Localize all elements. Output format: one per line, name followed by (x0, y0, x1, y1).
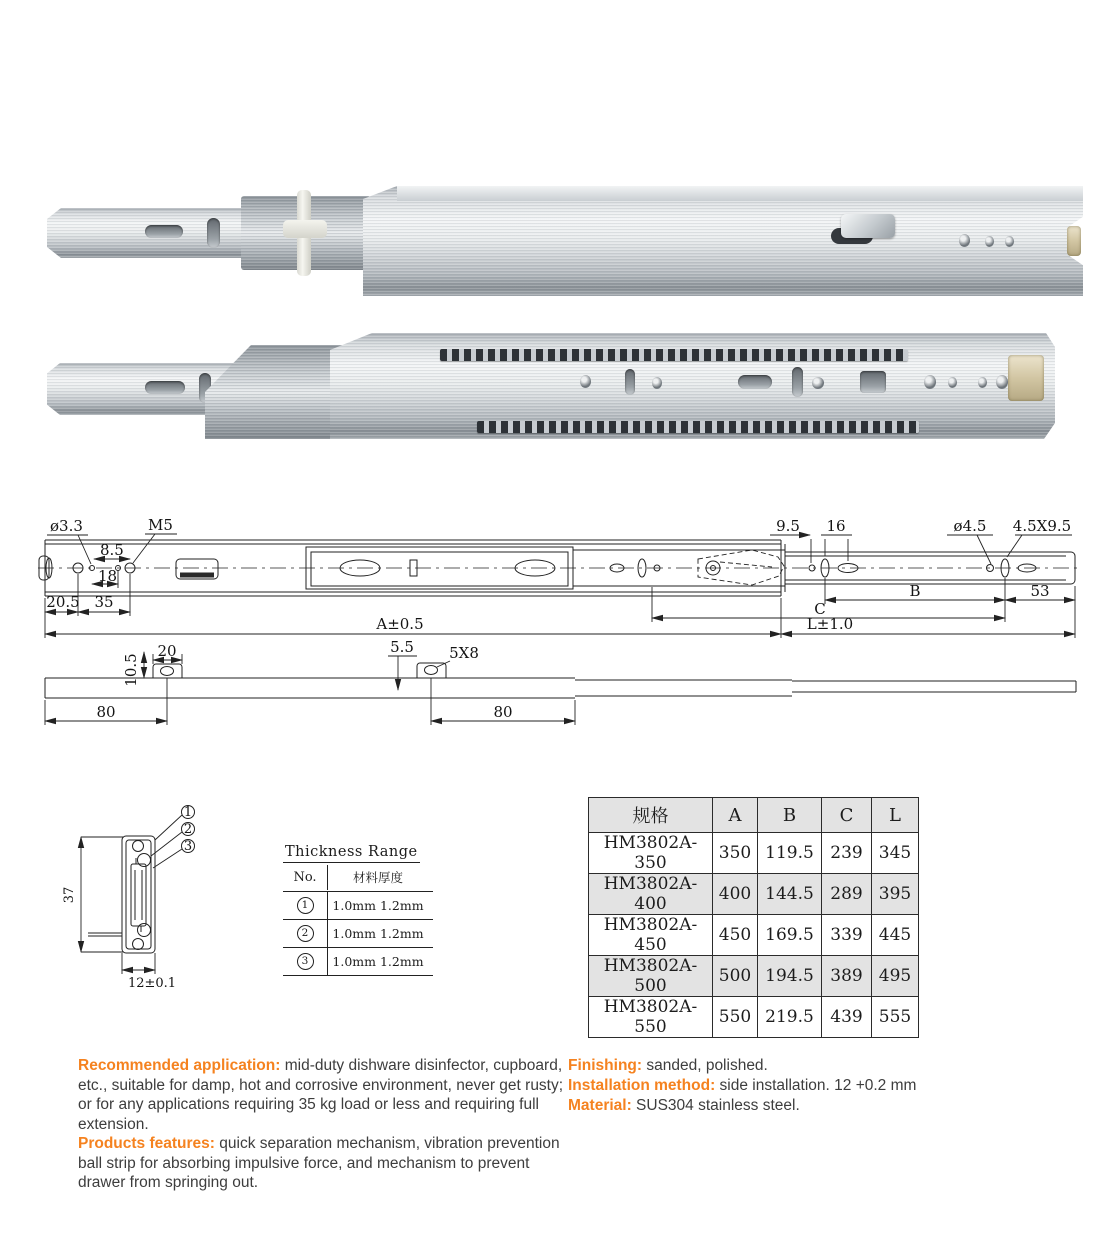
dim-8.5: 8.5 (100, 541, 124, 559)
slot-hole (792, 367, 803, 397)
thickness-value: 1.0mm 1.2mm (332, 954, 424, 969)
ball-retainer-strip-bottom (477, 421, 919, 433)
spec-row (589, 915, 919, 956)
header-b: B (758, 798, 822, 833)
val-l: 395 (872, 874, 919, 915)
finishing-line (568, 1056, 1068, 1076)
val-a: 400 (713, 874, 758, 915)
round-hole (1005, 236, 1014, 247)
dim-4.5x9.5: 4.5X9.5 (1012, 517, 1072, 535)
slot-hole (207, 218, 220, 248)
round-hole (985, 236, 994, 247)
outer-rail (363, 186, 1083, 296)
val-l: 345 (872, 833, 919, 874)
dim-37: 37 (62, 886, 77, 904)
val-c: 389 (822, 956, 872, 997)
dim-9.5: 9.5 (776, 517, 800, 535)
dim-20.5: 20.5 (46, 593, 80, 611)
spec-header-row (589, 798, 919, 833)
inner-rail (47, 208, 249, 258)
finishing-label: Finishing: (568, 1057, 643, 1074)
spec-row (589, 956, 919, 997)
callout-2: 2 (183, 822, 193, 837)
round-hole (652, 377, 662, 389)
thickness-row (283, 920, 433, 948)
recommended-application-text: mid-duty dishware disinfector, cupboard, etc., suitable for damp, hot and corrosive environment, never get rusty; or for any applications requiring 35 kg load or less and requiring full extension. (78, 1057, 564, 1133)
cross-section-drawing (55, 790, 265, 995)
spec-row (589, 997, 919, 1038)
products-features-label: Products features: (78, 1135, 215, 1152)
circled-number: 2 (297, 925, 314, 942)
slot-hole (145, 381, 185, 394)
spec-table (588, 797, 919, 1038)
notes-right-column (568, 1056, 1068, 1116)
dim-20: 20 (157, 642, 177, 660)
round-hole (948, 377, 957, 388)
val-l: 555 (872, 997, 919, 1038)
product-photo-extended-slide (45, 325, 1060, 458)
slot-hole (625, 369, 635, 395)
thickness-value: 1.0mm 1.2mm (332, 898, 424, 913)
top-face (397, 186, 1083, 201)
val-c: 239 (822, 833, 872, 874)
round-hole (996, 375, 1008, 389)
dim-18: 18 (98, 567, 118, 585)
ball-retainer-strip-top (440, 349, 908, 361)
dim-16: 16 (826, 517, 846, 535)
val-b: 144.5 (758, 874, 822, 915)
val-c: 339 (822, 915, 872, 956)
installation-text: side installation. 12 +0.2 mm (715, 1077, 917, 1094)
model: HM3802A-350 (589, 833, 713, 874)
thickness-header-row (283, 863, 433, 892)
dim-a: A±0.5 (376, 615, 424, 633)
dim-c: C (814, 600, 826, 618)
dim-35: 35 (94, 593, 114, 611)
val-b: 219.5 (758, 997, 822, 1038)
dim-12: 12±0.1 (127, 976, 177, 991)
dim-m5: M5 (148, 516, 173, 534)
spec-row (589, 833, 919, 874)
material-label: Material: (568, 1097, 632, 1114)
val-a: 450 (713, 915, 758, 956)
dim-dia4.5: ø4.5 (953, 517, 987, 535)
val-a: 500 (713, 956, 758, 997)
dim-l: L±1.0 (806, 615, 854, 633)
thickness-row (283, 892, 433, 920)
val-l: 495 (872, 956, 919, 997)
header-a: A (713, 798, 758, 833)
thickness-range-table (283, 841, 433, 976)
header-l: L (872, 798, 919, 833)
model: HM3802A-500 (589, 956, 713, 997)
product-photo-closed-slide (45, 180, 1085, 302)
dim-10.5: 10.5 (122, 653, 140, 687)
spec-row (589, 874, 919, 915)
model: HM3802A-450 (589, 915, 713, 956)
round-hole (812, 377, 824, 389)
dim-b: B (909, 582, 921, 600)
recommended-application-label: Recommended application: (78, 1057, 281, 1074)
disconnect-lever (283, 220, 327, 238)
slot-hole (738, 375, 772, 389)
dim-5.5: 5.5 (390, 638, 414, 656)
circled-number: 1 (297, 897, 314, 914)
installation-label: Installation method: (568, 1077, 716, 1094)
dim-5x8: 5X8 (449, 644, 479, 662)
val-a: 350 (713, 833, 758, 874)
dim-80-left: 80 (96, 703, 116, 721)
finishing-text: sanded, polished. (642, 1057, 768, 1074)
end-latch (1067, 226, 1081, 256)
round-hole (978, 377, 987, 388)
col-no: No. (283, 865, 328, 890)
callout-3: 3 (183, 839, 193, 854)
installation-line (568, 1076, 1068, 1096)
dim-53: 53 (1030, 582, 1050, 600)
val-b: 194.5 (758, 956, 822, 997)
dimension-drawing-side-view (30, 500, 1110, 750)
header-c: C (822, 798, 872, 833)
material-line (568, 1096, 1068, 1116)
round-hole (580, 375, 591, 388)
circled-number: 3 (297, 953, 314, 970)
thickness-value: 1.0mm 1.2mm (332, 926, 424, 941)
slot-hole (145, 225, 183, 238)
products-features-text: quick separation mechanism, vibration prevention ball strip for absorbing impulsive force, and mechanism to prevent drawer from springing out. (78, 1135, 560, 1191)
dim-dia3.3: ø3.3 (50, 517, 83, 535)
end-latch (1008, 355, 1044, 401)
dim-80-right: 80 (493, 703, 513, 721)
model: HM3802A-400 (589, 874, 713, 915)
mounting-clip (841, 214, 895, 238)
header-spec: 规格 (589, 798, 713, 833)
val-a: 550 (713, 997, 758, 1038)
val-c: 439 (822, 997, 872, 1038)
val-l: 445 (872, 915, 919, 956)
model: HM3802A-550 (589, 997, 713, 1038)
material-text: SUS304 stainless steel. (631, 1097, 800, 1114)
round-hole (959, 234, 970, 247)
val-b: 169.5 (758, 915, 822, 956)
col-material-thickness: 材料厚度 (352, 870, 403, 885)
rect-hole (860, 371, 886, 393)
round-hole (924, 375, 936, 389)
thickness-table-title: Thickness Range (283, 844, 420, 863)
callout-1: 1 (183, 805, 193, 820)
val-b: 119.5 (758, 833, 822, 874)
thickness-row (283, 948, 433, 976)
notes-left-column (78, 1056, 566, 1193)
val-c: 289 (822, 874, 872, 915)
